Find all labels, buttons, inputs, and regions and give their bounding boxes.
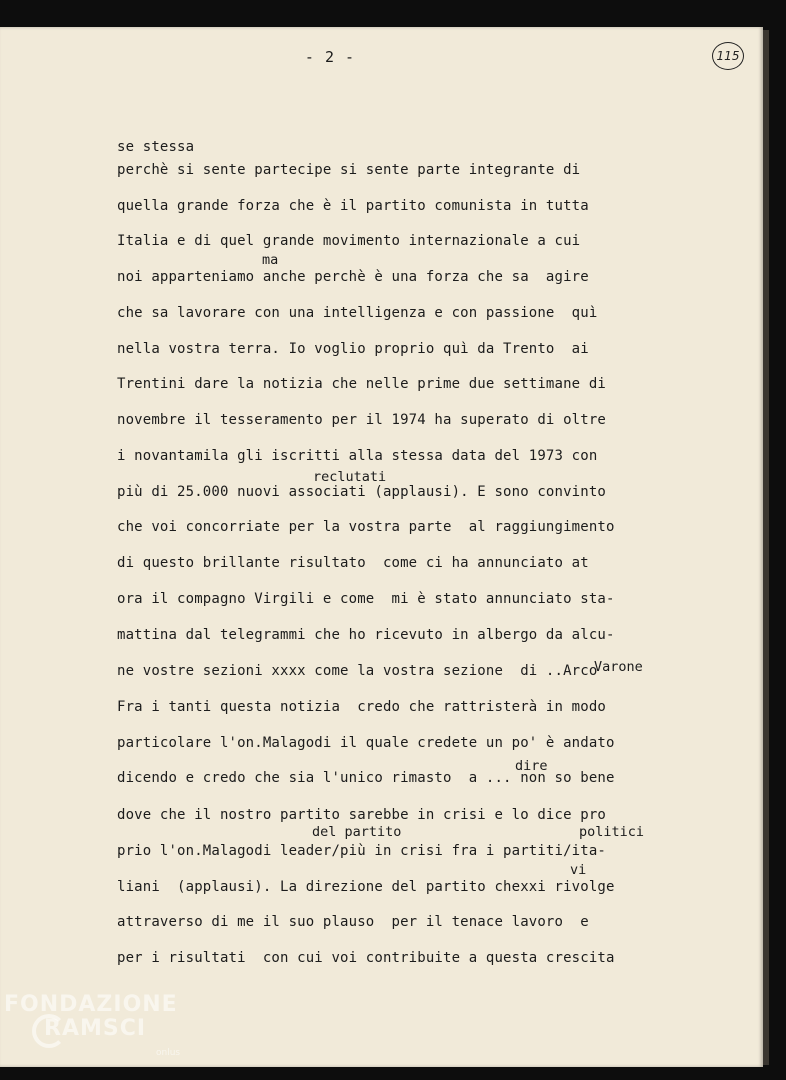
text-line: più di 25.000 nuovi associati (applausi). E sono convinto (117, 484, 606, 500)
text-line: che voi concorriate per la vostra parte al raggiungimento (117, 519, 615, 535)
text-line: ora il compagno Virgili e come mi è stato annunciato sta- (117, 591, 615, 607)
text-line: prio l'on.Malagodi leader/più in crisi fra i partiti/ita- (117, 843, 606, 859)
insertion-ma: ma (262, 252, 279, 268)
insertion-vi: vi (570, 862, 587, 878)
insertion-varone: Varone (594, 659, 643, 675)
text-line: Italia e di quel grande movimento internazionale a cui (117, 233, 581, 249)
insertion-del-partito: del partito (312, 824, 402, 840)
text-line: se stessa (117, 139, 195, 155)
page-edge (763, 30, 769, 1065)
text-line: noi apparteniamo anche perchè è una forza che sa agire (117, 269, 589, 285)
text-line: dicendo e credo che sia l'unico rimasto a ... non so bene (117, 770, 615, 786)
insertion-dire: dire (515, 758, 548, 774)
text-line: per i risultati con cui voi contribuite a questa crescita (117, 950, 615, 966)
text-line: mattina dal telegrammi che ho ricevuto in albergo da alcu- (117, 627, 615, 643)
text-line: nella vostra terra. Io voglio proprio quì da Trento ai (117, 341, 589, 357)
text-line: perchè si sente partecipe si sente parte integrante di (117, 162, 581, 178)
text-line: ne vostre sezioni xxxx come la vostra sezione di ..Arco (117, 663, 598, 679)
text-line: che sa lavorare con una intelligenza e con passione quì (117, 305, 598, 321)
document-page (0, 27, 763, 1067)
text-line: attraverso di me il suo plauso per il tenace lavoro e (117, 914, 589, 930)
fondazione-gramsci-watermark (4, 992, 204, 1078)
text-line: dove che il nostro partito sarebbe in crisi e lo dice pro (117, 807, 606, 823)
text-line: Fra i tanti questa notizia credo che rattristerà in modo (117, 699, 606, 715)
text-line: Trentini dare la notizia che nelle prime due settimane di (117, 376, 606, 392)
text-line: liani (applausi). La direzione del partito chexxi rivolge (117, 879, 615, 895)
watermark-line3: onlus (156, 1048, 181, 1058)
archive-number-stamp: 115 (712, 42, 744, 70)
page-number: - 2 - (304, 48, 356, 66)
text-line: particolare l'on.Malagodi il quale credete un po' è andato (117, 735, 615, 751)
text-line: novembre il tesseramento per il 1974 ha superato di oltre (117, 412, 606, 428)
text-line: i novantamila gli iscritti alla stessa data del 1973 con (117, 448, 598, 464)
text-line: di questo brillante risultato come ci ha annunciato at (117, 555, 589, 571)
watermark-line1: FONDAZIONE (4, 992, 178, 1017)
watermark-line2: RAMSCI (44, 1016, 147, 1041)
insertion-reclutati: reclutati (313, 469, 387, 485)
insertion-politici: politici (579, 824, 645, 840)
text-line: quella grande forza che è il partito comunista in tutta (117, 198, 589, 214)
